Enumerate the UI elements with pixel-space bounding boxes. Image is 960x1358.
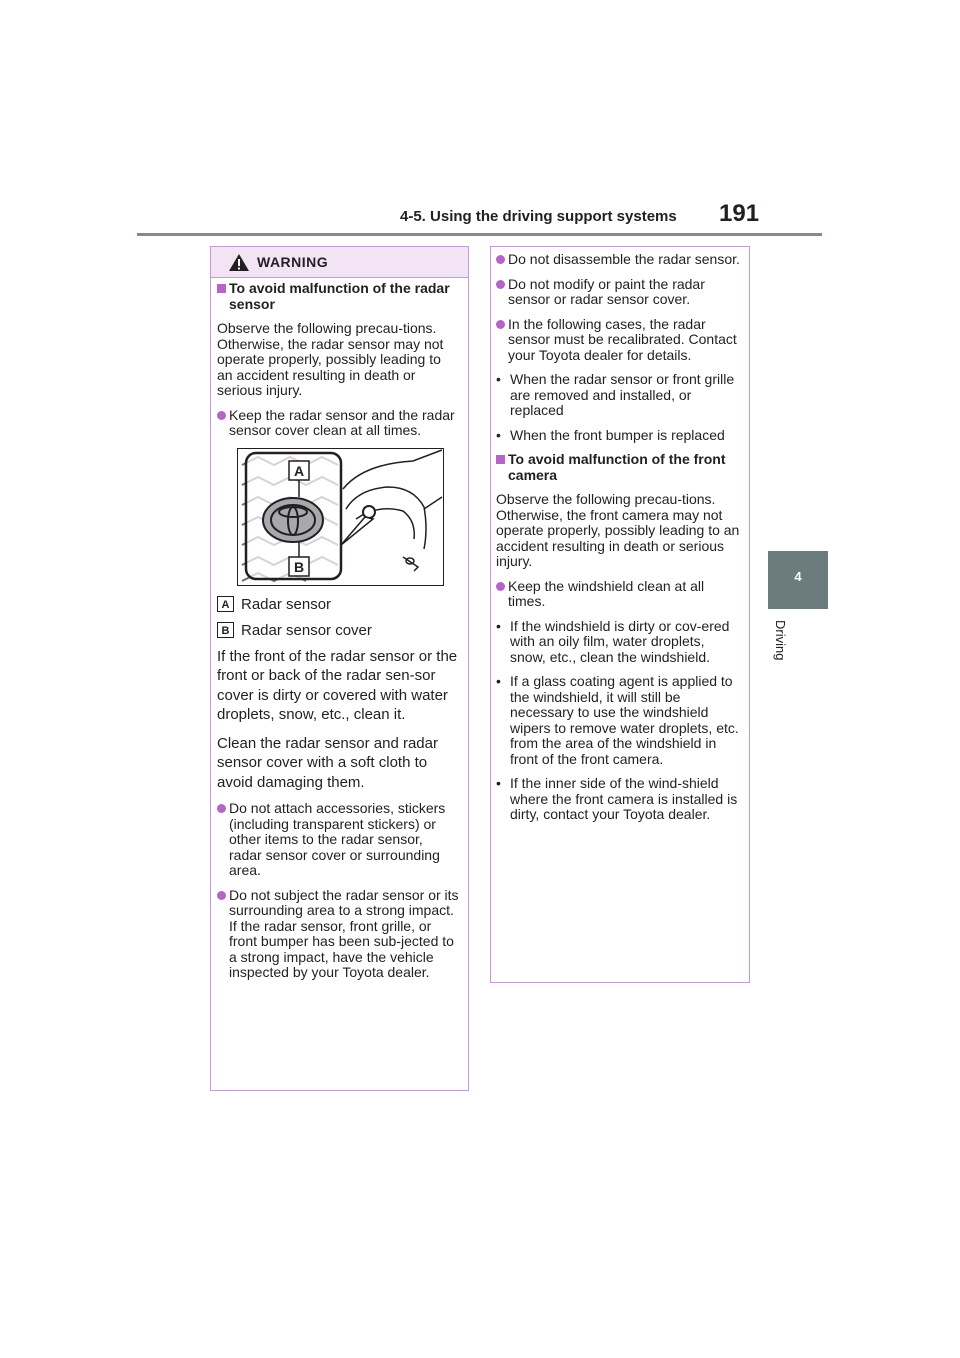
bullet-item: Do not attach accessories, stickers (including transparent stickers) or other items to the radar sensor, radar sensor cover or surrounding area. <box>217 801 459 879</box>
sub-bullet-item: • If the windshield is dirty or cov-ered with an oily film, water droplets, snow, etc., clean the windshield. <box>496 617 730 665</box>
warning-content-right <box>496 252 742 832</box>
square-bullet-icon <box>217 284 226 293</box>
circle-bullet-icon <box>496 320 505 329</box>
sub-bullet-item: • If a glass coating agent is applied to the windshield, it will still be necessary to use the windshield wipers to remove water droplets, etc. from the area of the windshield in front of the front camera. <box>496 673 739 767</box>
warning-label: WARNING <box>257 254 329 270</box>
paragraph: Clean the radar sensor and radar sensor cover with a soft cloth to avoid damaging them. <box>217 734 438 791</box>
legend-item-b: B Radar sensor cover <box>217 621 459 640</box>
section-heading: To avoid malfunction of the front camera <box>496 452 742 483</box>
legend-tag-a: A <box>217 596 234 612</box>
legend-tag-b: B <box>217 622 234 638</box>
section-heading: To avoid malfunction of the radar sensor <box>217 281 459 312</box>
intro-text: Observe the following precau-tions. Otherwise, the front camera may not operate properly, possibly leading to an accident resulting in death or serious injury. <box>496 491 740 569</box>
bullet-item: Do not subject the radar sensor or its surrounding area to a strong impact. If the radar sensor, front grille, or front bumper has been sub-jected to a strong impact, have the vehicle inspected by your Toyota dealer. <box>217 888 459 981</box>
circle-bullet-icon <box>217 804 226 813</box>
legend-item-a: A Radar sensor <box>217 595 459 614</box>
grille-drawing <box>238 449 443 585</box>
circle-bullet-icon <box>496 582 505 591</box>
intro-text: Observe the following precau-tions. Otherwise, the radar sensor may not operate properly, possibly leading to an accident resulting in death or serious injury. <box>217 320 444 398</box>
bullet-item: Do not modify or paint the radar sensor or radar sensor cover. <box>496 277 742 308</box>
callout-b: B <box>293 558 305 575</box>
warning-header <box>211 247 468 278</box>
header-rule <box>137 233 822 236</box>
section-title: 4-5. Using the driving support systems <box>400 208 677 225</box>
square-bullet-icon <box>496 455 505 464</box>
bullet-item: Keep the radar sensor and the radar sensor cover clean at all times. <box>217 408 459 439</box>
chapter-label-text: Driving <box>773 620 788 661</box>
radar-sensor-illustration <box>237 448 444 586</box>
circle-bullet-icon <box>496 255 505 264</box>
circle-bullet-icon <box>217 411 226 420</box>
circle-bullet-icon <box>496 280 505 289</box>
bullet-item: Keep the windshield clean at all times. <box>496 579 742 610</box>
bullet-item: In the following cases, the radar sensor must be recalibrated. Contact your Toyota dealer for details. <box>496 317 742 364</box>
chapter-tab[interactable] <box>768 551 828 609</box>
chapter-number: 4 <box>794 569 802 584</box>
warning-triangle-icon <box>228 253 250 272</box>
bullet-item: Do not disassemble the radar sensor. <box>496 252 742 268</box>
page-number: 191 <box>719 200 760 227</box>
sub-bullet-item: • When the radar sensor or front grille are removed and installed, or replaced <box>496 371 735 418</box>
callout-a: A <box>293 462 305 479</box>
sub-bullet-item: • If the inner side of the wind-shield where the front camera is installed is dirty, contact your Toyota dealer. <box>496 775 738 822</box>
chapter-label <box>773 620 806 680</box>
warning-content-left <box>217 281 459 990</box>
sub-bullet-item: • When the front bumper is replaced <box>496 426 725 443</box>
paragraph: If the front of the radar sensor or the front or back of the radar sen-sor cover is dirty or covered with water droplets, snow, etc., clean it. <box>217 647 458 723</box>
circle-bullet-icon <box>217 891 226 900</box>
